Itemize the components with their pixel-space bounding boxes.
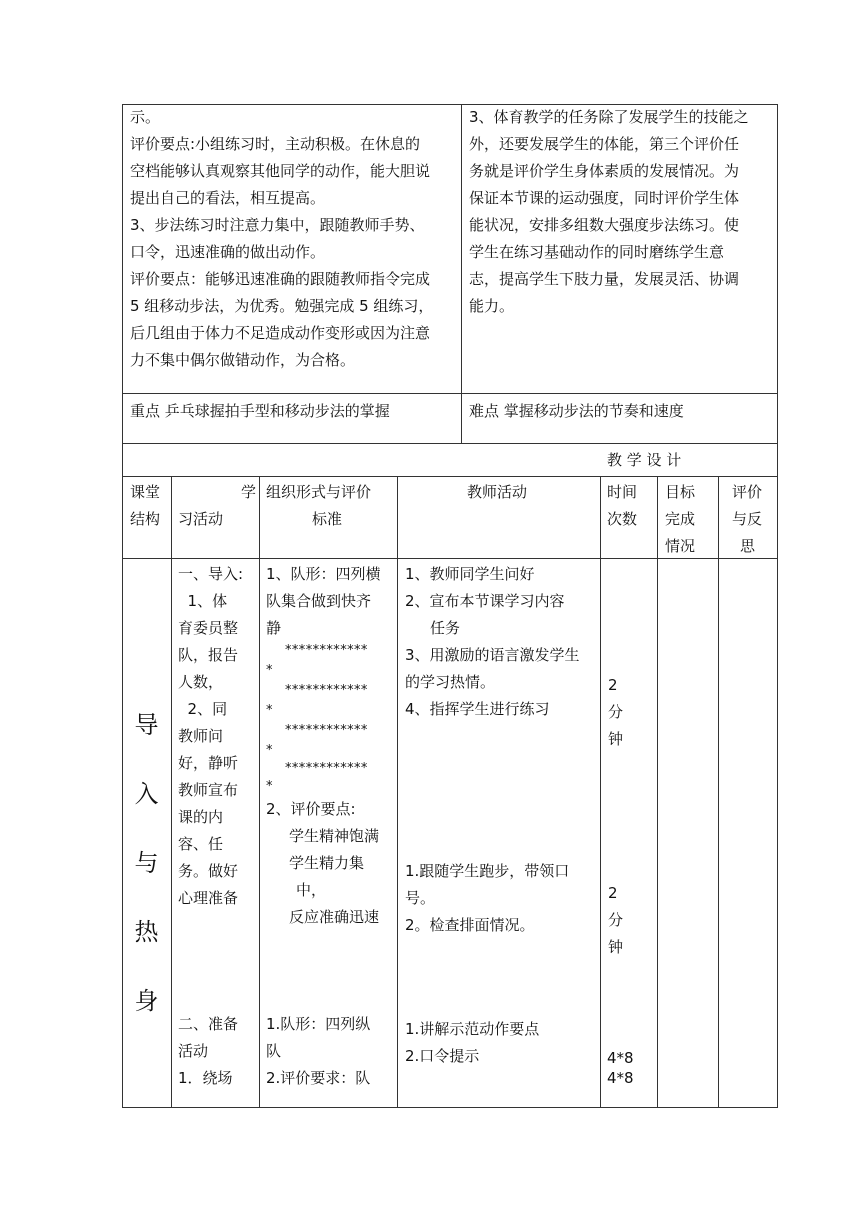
col-divider-5 bbox=[657, 476, 658, 1108]
text-line: 1．绕场 bbox=[178, 1069, 233, 1087]
text-line: 2、宣布本节课学习内容 bbox=[405, 592, 565, 610]
time-value: 2 bbox=[608, 676, 618, 694]
table-border-mid bbox=[122, 393, 778, 394]
text-line: 号。 bbox=[405, 889, 436, 907]
header-text: 思 bbox=[740, 537, 756, 555]
formation-row: ************ bbox=[285, 683, 368, 698]
text-line: 1、教师同学生问好 bbox=[405, 565, 535, 583]
section-char: 身 bbox=[134, 987, 159, 1015]
time-value: 分 bbox=[608, 911, 624, 929]
formation-row: ************ bbox=[285, 723, 368, 738]
text-line: 能力。 bbox=[469, 297, 515, 315]
header-text: 结构 bbox=[130, 510, 161, 528]
header-text: 习活动 bbox=[178, 510, 224, 528]
text-line: 1、体 bbox=[178, 592, 228, 610]
text-line: 志，提高学生下肢力量，发展灵活、协调 bbox=[469, 270, 740, 288]
table-border-design bbox=[122, 476, 778, 477]
key-point: 重点 乒乓球握拍手型和移动步法的掌握 bbox=[130, 402, 390, 420]
table-border-keypoints bbox=[122, 443, 778, 444]
text-line: 2.评价要求：队 bbox=[266, 1069, 371, 1087]
time-value: 4*8 bbox=[607, 1049, 634, 1067]
text-line: 中， bbox=[296, 881, 327, 899]
text-line: 1.队形：四列纵 bbox=[266, 1015, 371, 1033]
text-line: 心理准备 bbox=[178, 889, 239, 907]
difficulty: 难点 掌握移动步法的节奏和速度 bbox=[469, 402, 684, 420]
text-line: 活动 bbox=[178, 1042, 209, 1060]
header-text: 情况 bbox=[665, 537, 696, 555]
time-value: 4*8 bbox=[607, 1069, 634, 1087]
header-text: 目标 bbox=[665, 483, 696, 501]
text-line: 队，报告 bbox=[178, 646, 239, 664]
col-divider-6 bbox=[718, 476, 719, 1108]
text-line: 能状况，安排多组数大强度步法练习。使 bbox=[469, 216, 740, 234]
text-line: 3、用激励的语言激发学生 bbox=[405, 646, 580, 664]
formation-tail: * bbox=[266, 663, 273, 678]
text-line: 反应准确迅速 bbox=[289, 908, 380, 926]
col-divider-3 bbox=[397, 476, 398, 1108]
col-divider-2 bbox=[259, 476, 260, 1108]
text-line: 育委员整 bbox=[178, 619, 239, 637]
header-text: 次数 bbox=[607, 510, 638, 528]
time-value: 分 bbox=[608, 703, 624, 721]
formation-tail: * bbox=[266, 779, 273, 794]
formation-row: ************ bbox=[285, 761, 368, 776]
text-line: 学生在练习基础动作的同时磨练学生意 bbox=[469, 243, 725, 261]
formation-tail: * bbox=[266, 703, 273, 718]
text-line: 学生精力集 bbox=[289, 854, 365, 872]
text-line: 教师宣布 bbox=[178, 781, 239, 799]
text-line: 3、体育教学的任务除了发展学生的技能之 bbox=[469, 108, 749, 126]
text-line: 二、准备 bbox=[178, 1015, 239, 1033]
header-text: 学 bbox=[241, 483, 257, 501]
text-line: 务。做好 bbox=[178, 862, 239, 880]
text-line: 的学习热情。 bbox=[405, 673, 496, 691]
design-title: 教 学 设 计 bbox=[607, 451, 682, 469]
text-line: 示。 bbox=[130, 108, 161, 126]
formation-row: ************ bbox=[285, 643, 368, 658]
text-line: 1.跟随学生跑步，带领口 bbox=[405, 862, 570, 880]
section-char: 与 bbox=[134, 849, 159, 877]
header-text: 与反 bbox=[732, 510, 763, 528]
header-teacher-activity: 教师活动 bbox=[467, 483, 528, 501]
text-line: 外，还要发展学生的体能，第三个评价任 bbox=[469, 135, 740, 153]
text-line: 课的内 bbox=[178, 808, 224, 826]
col-divider-4 bbox=[600, 476, 601, 1108]
text-line: 人数， bbox=[178, 673, 224, 691]
text-line: 评价要点:小组练习时，主动积极。在休息的 bbox=[130, 135, 421, 153]
table-border-left bbox=[122, 104, 123, 1108]
text-line: 1.讲解示范动作要点 bbox=[405, 1020, 540, 1038]
text-line: 队 bbox=[266, 1042, 282, 1060]
time-value: 钟 bbox=[608, 938, 624, 956]
text-line: 学生精神饱满 bbox=[289, 827, 380, 845]
header-text: 评价 bbox=[732, 483, 763, 501]
formation-tail: * bbox=[266, 743, 273, 758]
text-line: 保证本节课的运动强度，同时评价学生体 bbox=[469, 189, 740, 207]
text-line: 2.口令提示 bbox=[405, 1047, 480, 1065]
header-text: 组织形式与评价 bbox=[266, 483, 372, 501]
section-char: 入 bbox=[134, 780, 159, 808]
text-line: 后几组由于体力不足造成动作变形或因为注意 bbox=[130, 324, 431, 342]
text-line: 任务 bbox=[430, 619, 461, 637]
header-text: 标准 bbox=[312, 510, 343, 528]
table-border-right bbox=[777, 104, 778, 1108]
time-value: 钟 bbox=[608, 730, 624, 748]
text-line: 力不集中偶尔做错动作，为合格。 bbox=[130, 351, 356, 369]
text-line: 5 组移动步法，为优秀。勉强完成 5 组练习， bbox=[130, 297, 434, 315]
time-value: 2 bbox=[608, 884, 618, 902]
col-divider-1 bbox=[171, 476, 172, 1108]
text-line: 队集合做到快齐 bbox=[266, 592, 372, 610]
header-text: 课堂 bbox=[130, 483, 161, 501]
table-divider-upper bbox=[461, 104, 462, 444]
text-line: 2、同 bbox=[178, 700, 228, 718]
text-line: 2、评价要点: bbox=[266, 800, 356, 818]
text-line: 教师问 bbox=[178, 727, 224, 745]
text-line: 2。检查排面情况。 bbox=[405, 916, 535, 934]
text-line: 评价要点：能够迅速准确的跟随教师指令完成 bbox=[130, 270, 431, 288]
text-line: 口令，迅速准确的做出动作。 bbox=[130, 243, 326, 261]
text-line: 提出自己的看法，相互提高。 bbox=[130, 189, 326, 207]
text-line: 空档能够认真观察其他同学的动作，能大胆说 bbox=[130, 162, 431, 180]
text-line: 务就是评价学生身体素质的发展情况。为 bbox=[469, 162, 740, 180]
text-line: 好，静听 bbox=[178, 754, 239, 772]
header-text: 时间 bbox=[607, 483, 638, 501]
text-line: 一、导入: bbox=[178, 565, 244, 583]
header-text: 完成 bbox=[665, 510, 696, 528]
text-line: 4、指挥学生进行练习 bbox=[405, 700, 550, 718]
text-line: 容、任 bbox=[178, 835, 224, 853]
text-line: 1、队形：四列横 bbox=[266, 565, 381, 583]
section-char: 导 bbox=[134, 711, 159, 739]
table-border-bottom bbox=[122, 1107, 778, 1108]
section-char: 热 bbox=[134, 918, 159, 946]
text-line: 3、步法练习时注意力集中，跟随教师手势、 bbox=[130, 216, 425, 234]
text-line: 静 bbox=[266, 619, 282, 637]
